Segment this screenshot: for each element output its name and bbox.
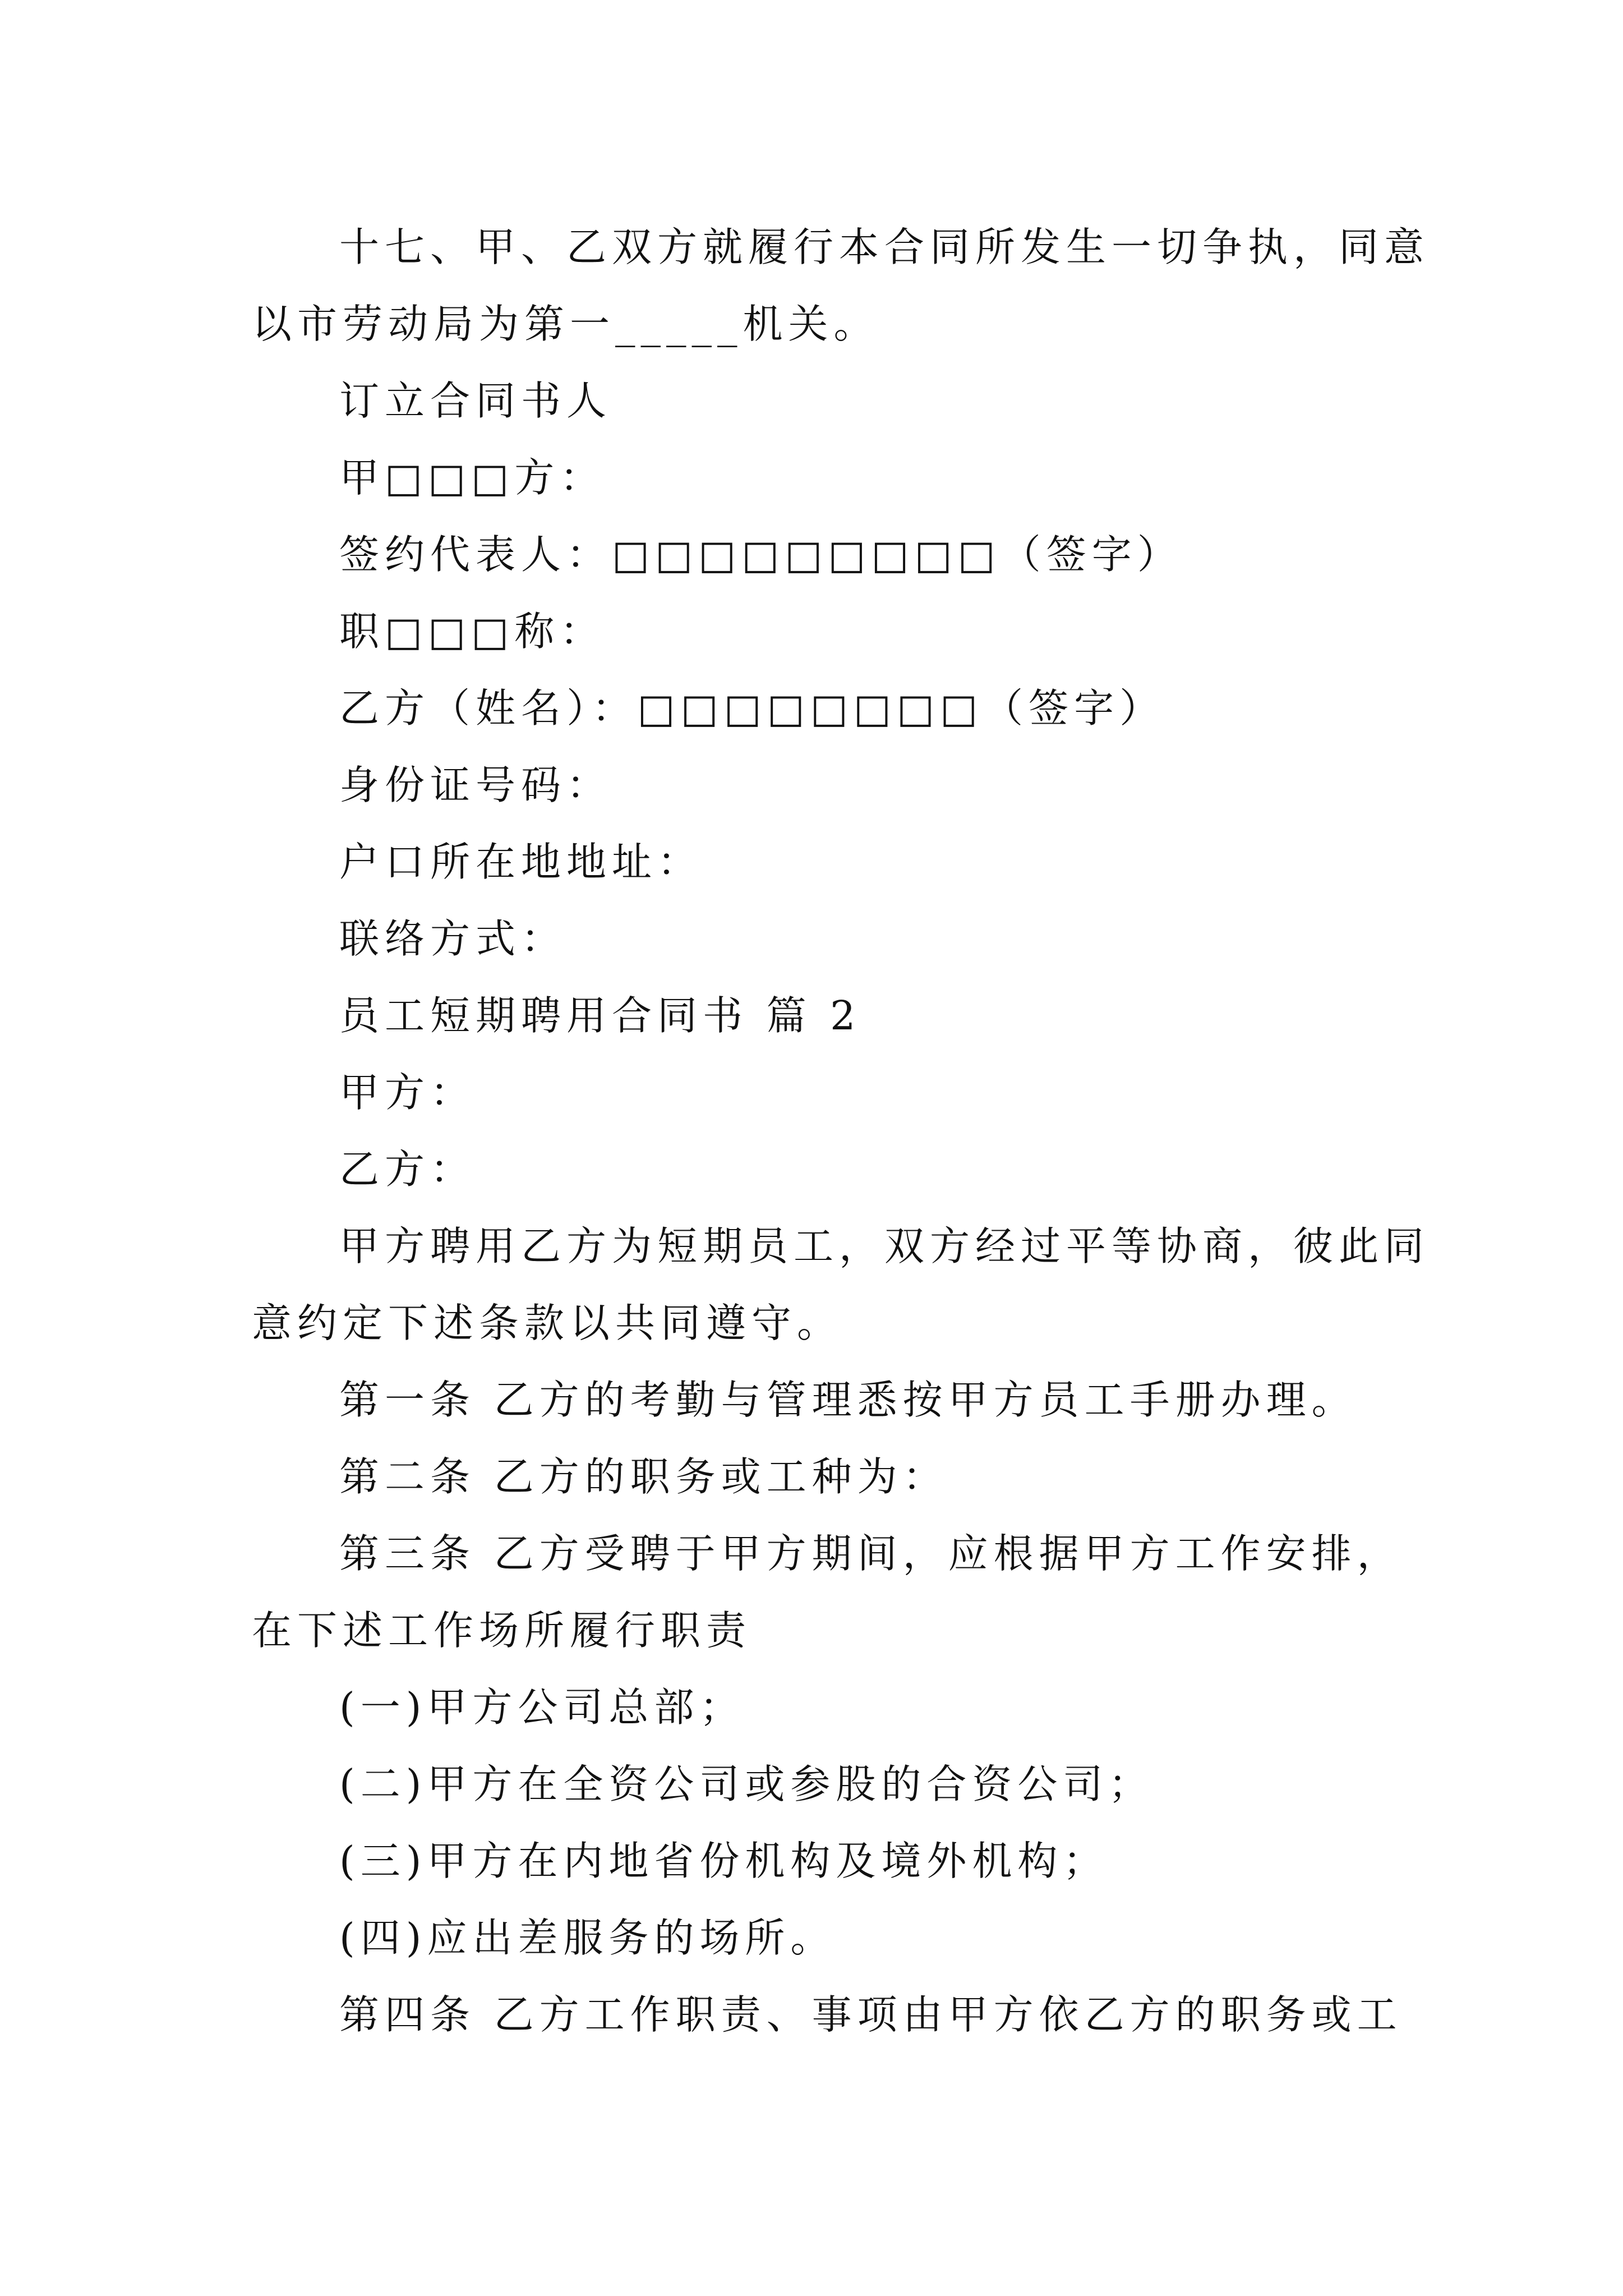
list-item: (三)甲方在内地省份机构及境外机构； xyxy=(339,1838,1109,1884)
paragraph-line: 第四条 乙方工作职责、事项由甲方依乙方的职务或工 xyxy=(339,1991,1403,2038)
paragraph-line: 十七、甲、乙双方就履行本合同所发生一切争执，同意 xyxy=(339,224,1430,270)
list-item: (一)甲方公司总部； xyxy=(339,1684,745,1731)
paragraph-line: 职□□□称： xyxy=(339,608,606,655)
paragraph-line: 甲□□□方： xyxy=(339,454,606,501)
paragraph-line: 第一条 乙方的考勤与管理悉按甲方员工手册办理。 xyxy=(339,1377,1357,1423)
paragraph-line: 乙方（姓名）：□□□□□□□□（签字） xyxy=(339,685,1165,731)
paragraph-line: 在下述工作场所履行职责 xyxy=(252,1607,752,1654)
paragraph-line: 第二条 乙方的职务或工种为： xyxy=(339,1453,948,1500)
document-body xyxy=(252,209,1430,2053)
paragraph-line: 订立合同书人 xyxy=(339,378,612,424)
section-heading: 员工短期聘用合同书 篇 2 xyxy=(339,992,861,1039)
paragraph-line: 联络方式： xyxy=(339,915,567,962)
paragraph-line: 身份证号码： xyxy=(339,762,612,808)
list-item: (四)应出差服务的场所。 xyxy=(339,1915,836,1961)
list-item: (二)甲方在全资公司或参股的合资公司； xyxy=(339,1761,1154,1807)
paragraph-line: 乙方： xyxy=(339,1146,476,1193)
paragraph-line: 甲方： xyxy=(339,1069,476,1116)
paragraph-line: 第三条 乙方受聘于甲方期间，应根据甲方工作安排， xyxy=(339,1530,1403,1577)
paragraph-line: 意约定下述条款以共同遵守。 xyxy=(252,1300,843,1346)
paragraph-line: 签约代表人：□□□□□□□□□（签字） xyxy=(339,531,1183,578)
paragraph-line: 甲方聘用乙方为短期员工，双方经过平等协商，彼此同 xyxy=(339,1223,1430,1269)
paragraph-line: 户口所在地地址： xyxy=(339,839,703,885)
paragraph-line: 以市劳动局为第一_____机关。 xyxy=(252,301,879,347)
